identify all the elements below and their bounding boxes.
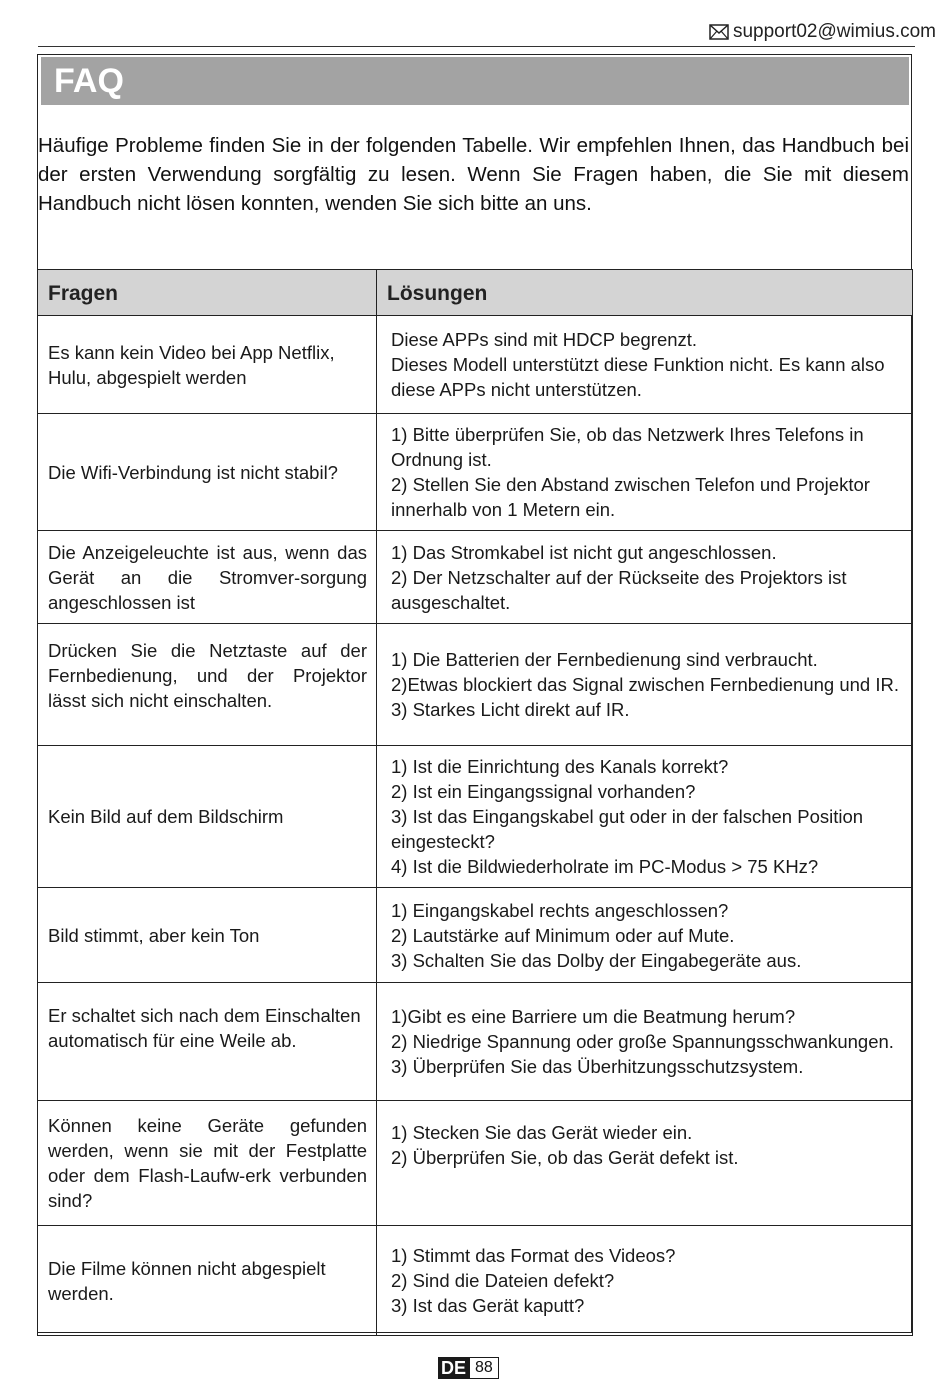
faq-frame <box>37 54 912 1333</box>
solution-cell <box>377 983 913 1101</box>
question-cell: Die Wifi-Verbindung ist nicht stabil? <box>38 414 377 531</box>
solution-line: 2)Etwas blockiert das Signal zwischen Fernbedienung und IR. <box>391 674 900 695</box>
solution-line: 4) Ist die Bildwiederholrate im PC-Modus > 75 KHz? <box>391 856 819 877</box>
solution-line: 1) Ist die Einrichtung des Kanals korrekt? <box>391 756 729 777</box>
column-header-solutions: Lösungen <box>377 270 913 316</box>
table-row <box>38 746 913 888</box>
question-cell: Die Filme können nicht abgespielt werden. <box>38 1226 377 1336</box>
solution-line: 2) Überprüfen Sie, ob das Gerät defekt ist. <box>391 1147 739 1168</box>
solution-cell <box>377 624 913 746</box>
solution-line: 1) Das Stromkabel ist nicht gut angeschlossen. <box>391 541 777 563</box>
table-row <box>38 888 913 983</box>
solution-line: 2) Niedrige Spannung oder große Spannungsschwankungen. <box>391 1031 894 1052</box>
solution-line: 2) Sind die Dateien defekt? <box>391 1270 615 1291</box>
language-badge: DE <box>438 1357 469 1379</box>
question-cell: Drücken Sie die Netztaste auf der Fernbedienung, und der Projektor lässt sich nicht einschalten. <box>38 624 377 746</box>
table-row <box>38 983 913 1101</box>
table-row <box>38 414 913 531</box>
solution-line: 1) Die Batterien der Fernbedienung sind verbraucht. <box>391 649 818 670</box>
question-cell: Können keine Geräte gefunden werden, wenn sie mit der Festplatte oder dem Flash-Laufw-erk verbunden sind? <box>38 1101 377 1226</box>
title-bar <box>41 57 909 105</box>
solution-line: 3) Schalten Sie das Dolby der Eingabegeräte aus. <box>391 949 802 971</box>
solution-line: 1) Stecken Sie das Gerät wieder ein. <box>391 1122 693 1143</box>
intro-paragraph: Häufige Probleme finden Sie in der folgenden Tabelle. Wir empfehlen Ihnen, das Handbuch bei der ersten Verwendung sorgfältig zu lesen. Wenn Sie Fragen haben, die Sie mit diesem Handbuch nicht lösen konnten, wenden Sie sich bitte an uns. <box>38 134 909 215</box>
solution-cell <box>377 746 913 888</box>
solution-line: 3) Überprüfen Sie das Überhitzungsschutzsystem. <box>391 1056 804 1077</box>
header-divider <box>38 46 915 47</box>
solution-line: 1) Stimmt das Format des Videos? <box>391 1245 676 1266</box>
table-row <box>38 531 913 624</box>
solution-line: 3) Ist das Eingangskabel gut oder in der falschen Position eingesteckt? <box>391 806 864 852</box>
faq-table <box>37 269 913 1336</box>
table-header-row <box>38 270 913 316</box>
question-cell: Kein Bild auf dem Bildschirm <box>38 746 377 888</box>
solution-cell <box>377 1226 913 1336</box>
solution-line: 2) Lautstärke auf Minimum oder auf Mute. <box>391 924 735 946</box>
solution-line: 3) Starkes Licht direkt auf IR. <box>391 699 630 720</box>
page-footer <box>438 1357 499 1379</box>
table-row <box>38 624 913 746</box>
solution-line: Diese APPs sind mit HDCP begrenzt. <box>391 329 698 350</box>
solution-line: 1) Bitte überprüfen Sie, ob das Netzwerk Ihres Telefons in Ordnung ist. <box>391 424 864 470</box>
question-cell: Bild stimmt, aber kein Ton <box>38 888 377 983</box>
solution-cell <box>377 316 913 414</box>
support-email[interactable]: support02@wimius.com <box>732 21 936 42</box>
question-cell: Die Anzeigeleuchte ist aus, wenn das Gerät an die Stromver-sorgung angeschlossen ist <box>38 531 377 624</box>
question-cell: Er schaltet sich nach dem Einschalten automatisch für eine Weile ab. <box>38 983 377 1101</box>
solution-line: 2) Ist ein Eingangssignal vorhanden? <box>391 781 696 802</box>
solution-line: 1)Gibt es eine Barriere um die Beatmung herum? <box>391 1006 796 1027</box>
header-contact <box>709 20 936 44</box>
table-row <box>38 316 913 414</box>
table-row <box>38 1226 913 1336</box>
solution-line: 2) Stellen Sie den Abstand zwischen Telefon und Projektor innerhalb von 1 Metern ein. <box>391 474 870 520</box>
solution-line: Dieses Modell unterstützt diese Funktion nicht. Es kann also diese APPs nicht unterstützen. <box>391 354 885 400</box>
solution-line: 3) Ist das Gerät kaputt? <box>391 1295 585 1316</box>
page-number: 88 <box>469 1357 499 1379</box>
solution-cell <box>377 888 913 983</box>
envelope-icon <box>709 24 729 40</box>
solution-line: 1) Eingangskabel rechts angeschlossen? <box>391 899 729 921</box>
question-cell: Es kann kein Video bei App Netflix, Hulu, abgespielt werden <box>38 316 377 414</box>
solution-cell <box>377 1101 913 1226</box>
solution-cell <box>377 531 913 624</box>
table-row <box>38 1101 913 1226</box>
page-title: FAQ <box>54 62 124 100</box>
column-header-questions: Fragen <box>38 270 377 316</box>
solution-line: 2) Der Netzschalter auf der Rückseite des Projektors ist ausgeschaltet. <box>391 566 847 613</box>
solution-cell <box>377 414 913 531</box>
